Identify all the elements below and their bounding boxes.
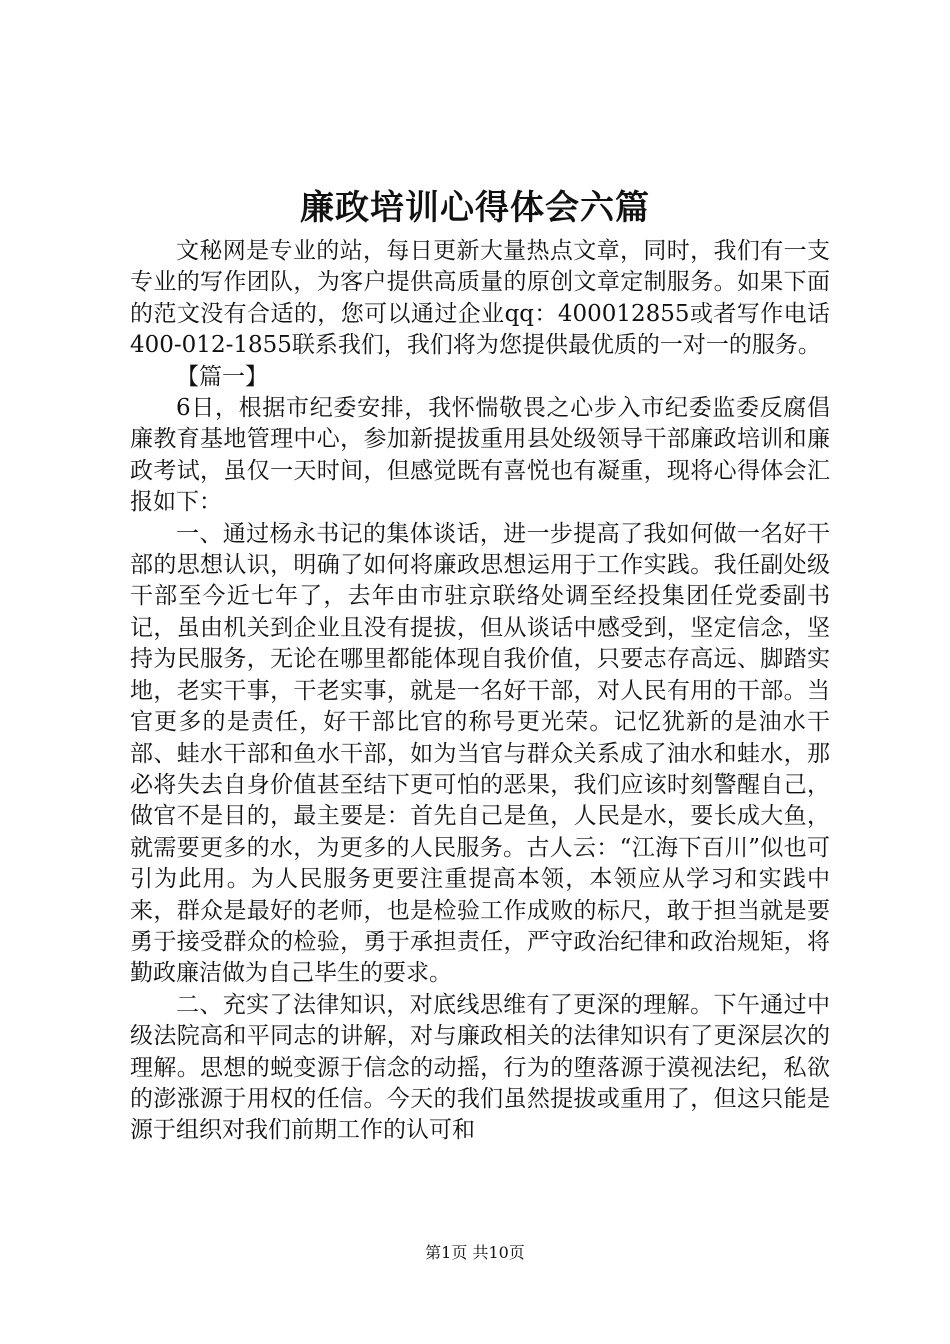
body-paragraph: 一、通过杨永书记的集体谈话，进一步提高了我如何做一名好干部的思想认识，明确了如何将廉政思想运用于工作实践。我任副处级干部至今近七年了，去年由市驻京联络处调至经投集团任党委副书记，虽由机关到企业且没有提拔，但从谈话中感受到，坚定信念，坚持为民服务，无论在哪里都能体现自我价值，只要志存高远、脚踏实地，老实干事，干老实事，就是一名好干部，对人民有用的干部。当官更多的是责任，好干部比官的称号更光荣。记忆犹新的是油水干部、蛙水干部和鱼水干部，如为当官与群众关系成了油水和蛙水，那必将失去自身价值甚至结下更可怕的恶果，我们应该时刻警醒自己，做官不是目的，最主要是：首先自己是鱼，人民是水，要长成大鱼，就需要更多的水，为更多的人民服务。古人云：“江海下百川”似也可引为此用。为人民服务更要注重提高本领，本领应从学习和实践中来，群众是最好的老师，也是检验工作成败的标尺，敢于担当就是要勇于接受群众的检验，勇于承担责任，严守政治纪律和政治规矩，将勤政廉洁做为自己毕生的要求。 xyxy=(130,520,830,987)
intro-paragraph: 文秘网是专业的站，每日更新大量热点文章，同时，我们有一支专业的写作团队，为客户提供高质量的原创文章定制服务。如果下面的范文没有合适的，您可以通过企业qq：400012855或者写作电话400-012-1855联系我们，我们将为您提供最优质的一对一的服务。 xyxy=(130,238,830,359)
document-body xyxy=(130,236,830,1147)
page-number: 第1页 共10页 xyxy=(425,1243,525,1262)
page-title: 廉政培训心得体会六篇 xyxy=(300,188,650,228)
body-paragraph: 6日，根据市纪委安排，我怀惴敬畏之心步入市纪委监委反腐倡廉教育基地管理中心，参加新提拔重用县处级领导干部廉政培训和廉政考试，虽仅一天时间，但感觉既有喜悦也有凝重，现将心得体会汇报如下： xyxy=(130,395,830,516)
body-paragraph: 二、充实了法律知识，对底线思维有了更深的理解。下午通过中级法院高和平同志的讲解，对与廉政相关的法律知识有了更深层次的理解。思想的蜕变源于信念的动摇，行为的堕落源于漠视法纪，私欲的澎涨源于用权的任信。今天的我们虽然提拔或重用了，但这只能是源于组织对我们前期工作的认可和 xyxy=(130,991,830,1144)
section-heading: 【篇一】 xyxy=(176,363,268,390)
